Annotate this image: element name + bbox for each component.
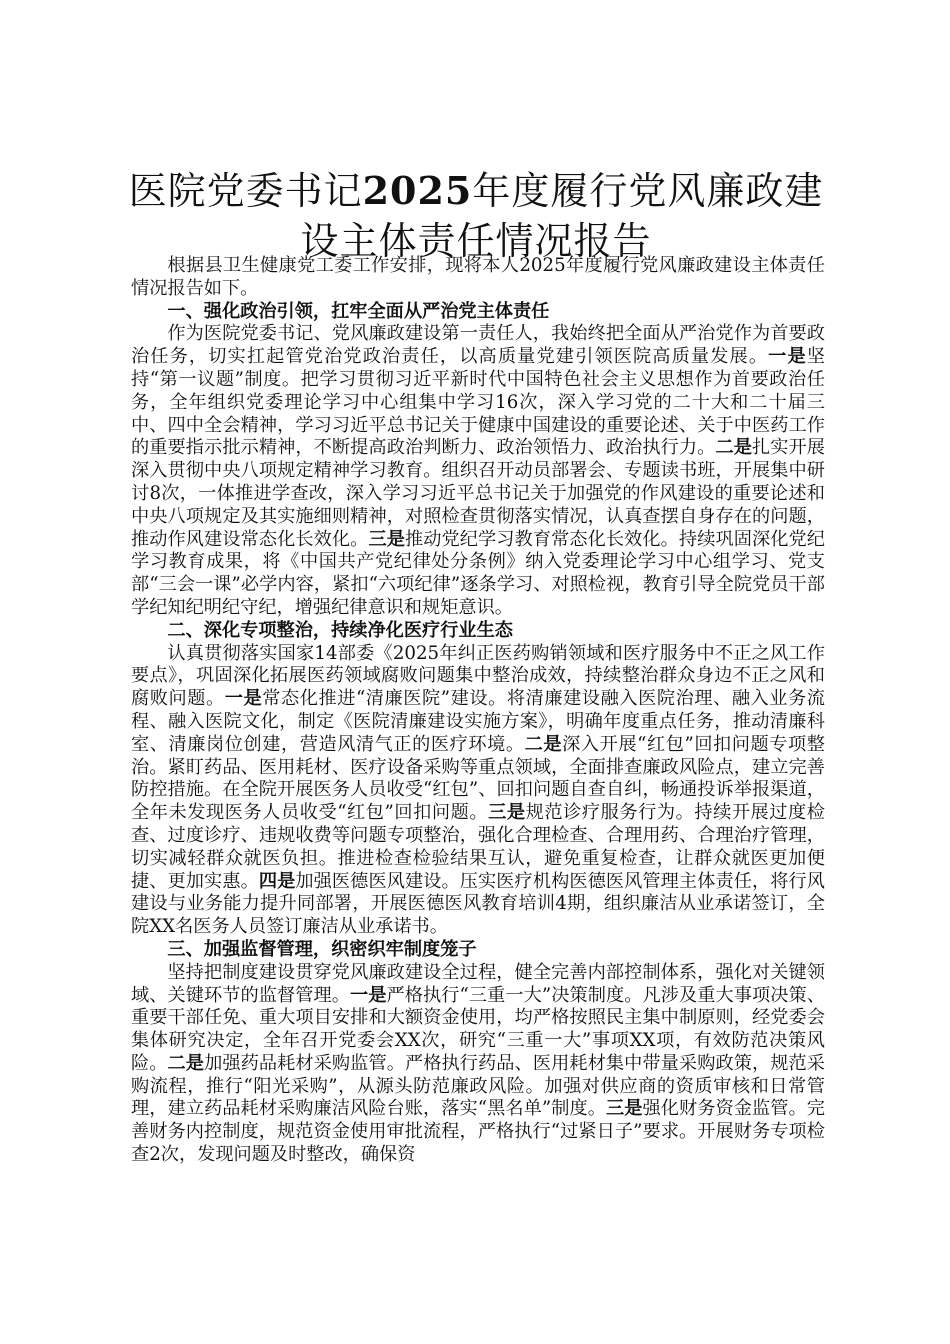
s1-text-a: 作为医院党委书记、党风廉政建设第一责任人，我始终把全面从严治党作为首要政治任务，切实扛起管党治党政治责任，以高质量党建引领医院高质量发展。 [131,323,825,368]
s2-keyword-4: 四是 [258,870,296,892]
s3-text-b: 严格执行“三重一大”决策制度。凡涉及重大事项决策、重要干部任免、重大项目安排和大额资金使用，均严格按照民主集中制原则，经党委会集体研究决定，全年召开党委会XX次，研究“三重一大”事项XX项，有效防范决策风险。 [131,984,825,1074]
s1-keyword-1: 一是 [768,346,807,368]
s2-keyword-3: 三是 [488,802,526,824]
section-1-paragraph [131,323,825,619]
section-2-paragraph [131,643,825,939]
title-part2: 年度履行党风廉政建设主体责任情况报告 [300,169,824,263]
title-part1: 医院党委书记 [128,169,363,213]
section-3-paragraph [131,962,825,1167]
document-body [131,255,825,1167]
s1-text-c: 扎实开展深入贯彻中央八项规定精神学习教育。组织召开动员部署会、专题读书班，开展集中研讨8次，一体推进学查改，深入学习习近平总书记关于加强党的作风建设的重要论述和中央八项规定及其实施细则精神，对照检查贯彻落实情况，认真查摆自身存在的问题，推动作风建设常态化长效化。 [131,437,825,550]
section-3-heading: 三、加强监督管理，织密织牢制度笼子 [167,938,477,960]
s3-keyword-1: 一是 [350,984,387,1006]
s1-keyword-3: 三是 [368,528,405,550]
s2-keyword-1: 一是 [224,688,263,710]
section-1-heading: 一、强化政治引领，扛牢全面从严治党主体责任 [167,300,550,322]
s2-keyword-2: 二是 [524,733,563,755]
s3-keyword-3: 三是 [606,1098,643,1120]
s3-text-c: 加强药品耗材采购监管。严格执行药品、医用耗材集中带量采购政策，规范采购流程，推行“阳光采购”，从源头防范廉政风险。加强对供应商的资质审核和日常管理，建立药品耗材采购廉洁风险台账，落实“黑名单”制度。 [131,1052,825,1120]
s1-text-b: 坚持“第一议题”制度。把学习贯彻习近平新时代中国特色社会主义思想作为首要政治任务，全年组织党委理论学习中心组集中学习16次，深入学习党的二十大和二十届三中、四中全会精神，学习习近平总书记关于健康中国建设的重要论述、关于中医药工作的重要指示批示精神，不断提高政治判断力、政治领悟力、政治执行力。 [131,346,825,459]
s2-text-e: 加强医德医风建设。压实医疗机构医德医风管理主体责任，将行风建设与业务能力提升同部署，开展医德医风教育培训4期，组织廉洁从业承诺签订，全院XX名医务人员签订廉洁从业承诺书。 [131,870,825,938]
s3-keyword-2: 二是 [167,1052,205,1074]
s3-text-a: 坚持把制度建设贯穿党风廉政建设全过程，健全完善内部控制体系，强化对关键领域、关键环节的监督管理。 [131,961,825,1006]
s1-keyword-2: 二是 [715,437,752,459]
s2-text-d: 规范诊疗服务行为。持续开展过度检查、过度诊疗、违规收费等问题专项整治，强化合理检查、合理用药、合理治疗管理，切实减轻群众就医负担。推进检查检验结果互认，避免重复检查，让群众就医更加便捷、更加实惠。 [131,802,825,892]
title-year: 2025 [362,168,473,213]
s1-text-d: 推动党纪学习教育常态化长效化。持续巩固深化党纪学习教育成果，将《中国共产党纪律处分条例》纳入党委理论学习中心组学习、党支部“三会一课”必学内容，紧扣“六项纪律”逐条学习、对照检视，教育引导全院党员干部学纪知纪明纪守纪，增强纪律意识和规矩意识。 [131,528,825,618]
s2-text-a: 认真贯彻落实国家14部委《2025年纠正医药购销领域和医疗服务中不正之风工作要点》，巩固深化拓展医药领域腐败问题集中整治成效，持续整治群众身边不正之风和腐败问题。 [131,642,825,710]
section-2-heading: 二、深化专项整治，持续净化医疗行业生态 [167,619,513,641]
page-title [120,166,832,266]
intro-paragraph: 根据县卫生健康党工委工作安排，现将本人2025年度履行党风廉政建设主体责任情况报告如下。 [131,255,825,299]
s3-text-d: 强化财务资金监管。完善财务内控制度，规范资金使用审批流程，严格执行“过紧日子”要求。开展财务专项检查2次，发现问题及时整改，确保资 [131,1098,825,1166]
s2-text-c: 深入开展“红包”回扣问题专项整治。紧盯药品、医用耗材、医疗设备采购等重点领域，全面排查廉政风险点，建立完善防控措施。在全院开展医务人员收受“红包”、回扣问题自查自纠，畅通投诉举报渠道，全年未发现医务人员收受“红包”回扣问题。 [131,733,825,824]
s2-text-b: 常态化推进“清廉医院”建设。将清廉建设融入医院治理、融入业务流程、融入医院文化，制定《医院清廉建设实施方案》，明确年度重点任务，推动清廉科室、清廉岗位创建，营造风清气正的医疗环境。 [131,688,825,755]
